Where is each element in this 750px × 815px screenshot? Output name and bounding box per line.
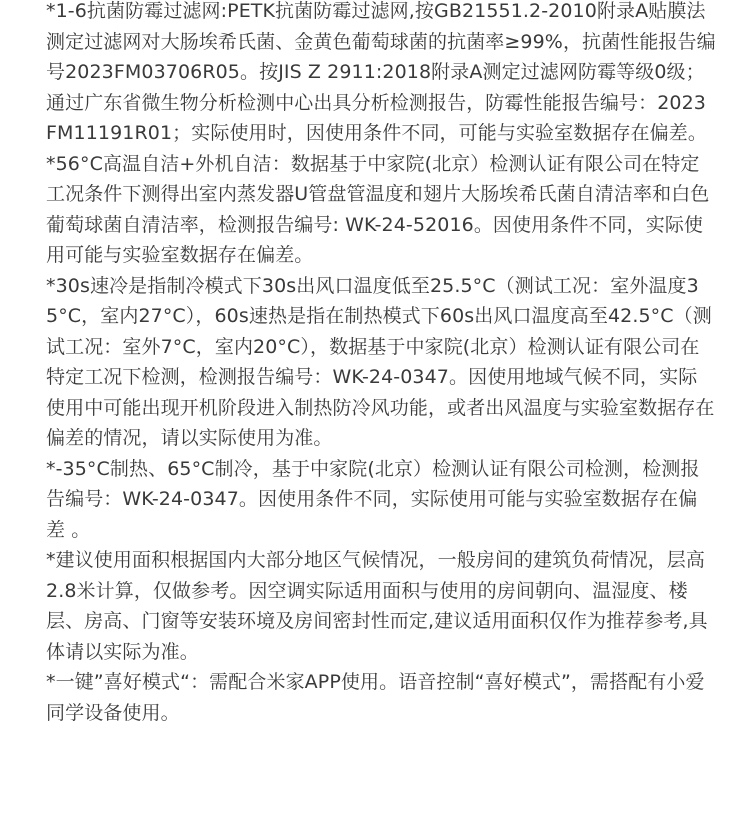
note-extreme-temperature: *-35°C制热、65°C制冷，基于中家院(北京）检测认证有限公司检测，检测报告编号：WK-24-0347。因使用条件不同，实际使用可能与实验室数据存在偏差 。	[46, 457, 700, 541]
note-fast-cooling-heating: *30s速冷是指制冷模式下30s出风口温度低至25.5°C（测试工况：室外温度35°C，室内27°C），60s速热是指在制热模式下60s出风口温度高至42.5°C（测试工况：室外7°C，室内20°C），数据基于中家院(北京）检测认证有限公司在特定工况下检测，检测报告编号：WK-24-0347。因使用地域气候不同，实际使用中可能出现开机阶段进入制热防冷风功能，或者出风温度与实验室数据存在偏差的情况，请以实际使用为准。	[46, 274, 715, 449]
note-recommended-area: *建议使用面积根据国内大部分地区气候情况，一般房间的建筑负荷情况，层高2.8米计算，仅做参考。因空调实际适用面积与使用的房间朝向、温湿度、楼层、房高、门窗等安装环境及房间密封性而定,建议适用面积仅作为推荐参考,具体请以实际为准。	[46, 549, 708, 663]
note-antibacterial-filter: *1-6抗菌防霉过滤网:PETK抗菌防霉过滤网,按GB21551.2-2010附录A贴膜法测定过滤网对大肠埃希氏菌、金黄色葡萄球菌的抗菌率≥99%，抗菌性能报告编号2023FM03706R05。按JIS Z 2911:2018附录A测定过滤网防霉等级0级；通过广东省微生物分析检测中心出具分析检测报告，防霉性能报告编号：2023FM11191R01；实际使用时，因使用条件不同，可能与实验室数据存在偏差。	[46, 0, 716, 144]
note-preference-mode: *一键”喜好模式“：需配合米家APP使用。语音控制“喜好模式”，需搭配有小爱同学设备使用。	[46, 671, 705, 724]
note-high-temp-self-clean: *56°C高温自洁+外机自洁：数据基于中家院(北京）检测认证有限公司在特定工况条件下测得出室内蒸发器U管盘管温度和翅片大肠埃希氏菌自清洁率和白色葡萄球菌自清洁率，检测报告编号: WK-24-52016。因使用条件不同，实际使用可能与实验室数据存在偏差。	[46, 152, 710, 266]
